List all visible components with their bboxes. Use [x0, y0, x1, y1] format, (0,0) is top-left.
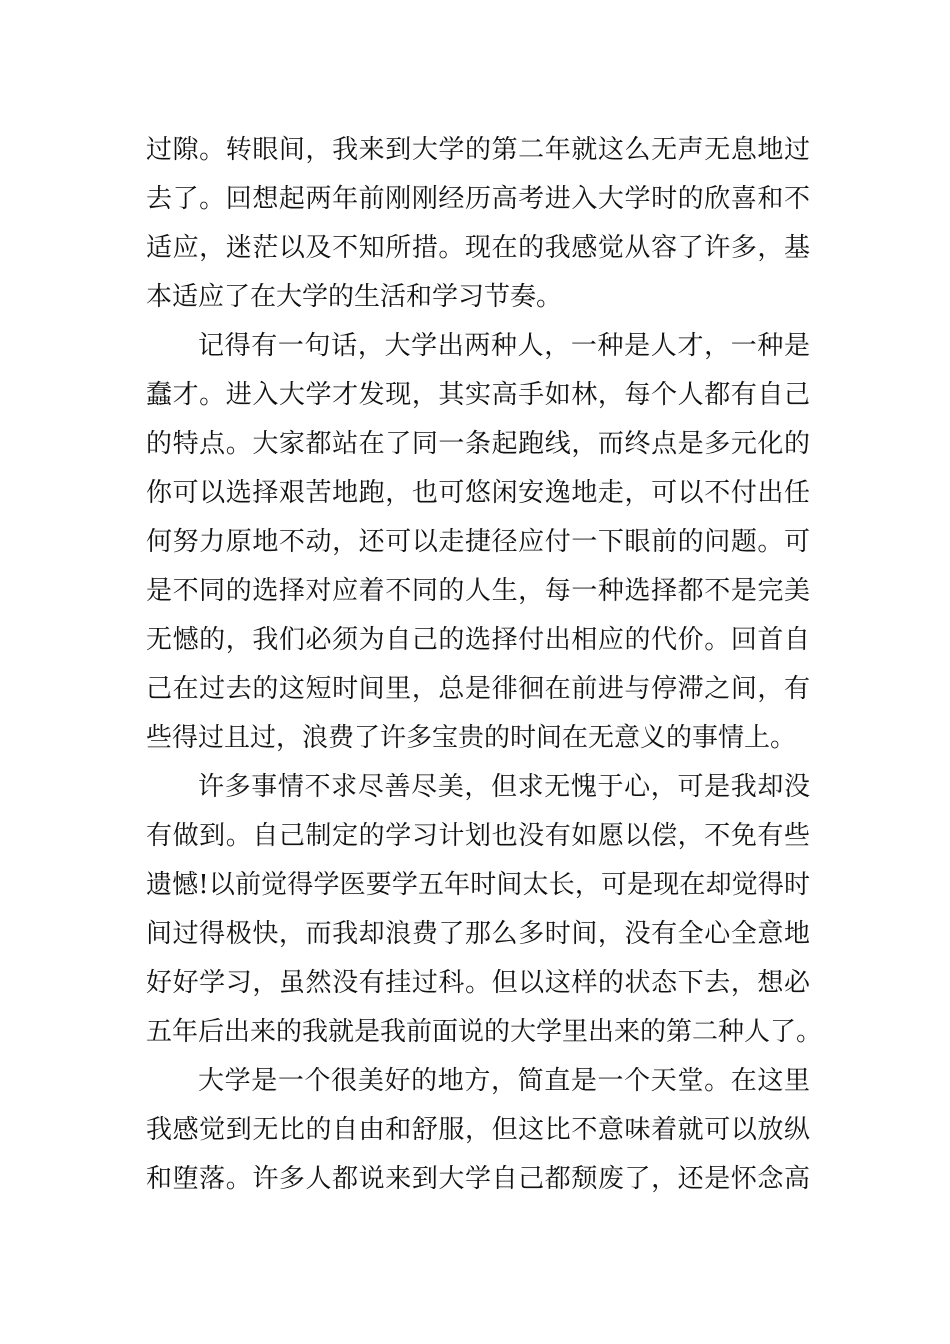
text-line: 和堕落。许多人都说来到大学自己都颓废了，还是怀念高 — [146, 1164, 810, 1194]
text-line: 过隙。转眼间，我来到大学的第二年就这么无声无息地过 — [146, 135, 810, 165]
text-line: 记得有一句话，大学出两种人，一种是人才，一种是 — [198, 331, 810, 361]
text-line: 己在过去的这短时间里，总是徘徊在前进与停滞之间，有 — [146, 674, 810, 704]
text-line: 遗憾!以前觉得学医要学五年时间太长，可是现在却觉得时 — [146, 870, 810, 900]
text-line: 我感觉到无比的自由和舒服，但这比不意味着就可以放纵 — [146, 1115, 810, 1145]
text-line: 你可以选择艰苦地跑，也可悠闲安逸地走，可以不付出任 — [146, 478, 810, 508]
text-line: 适应，迷茫以及不知所措。现在的我感觉从容了许多，基 — [146, 233, 810, 263]
text-line: 大学是一个很美好的地方，简直是一个天堂。在这里 — [198, 1066, 810, 1096]
text-line: 五年后出来的我就是我前面说的大学里出来的第二种人了。 — [146, 1017, 823, 1047]
text-line: 本适应了在大学的生活和学习节奏。 — [146, 282, 563, 312]
text-line: 是不同的选择对应着不同的人生，每一种选择都不是完美 — [146, 576, 810, 606]
text-line: 些得过且过，浪费了许多宝贵的时间在无意义的事情上。 — [146, 723, 797, 753]
text-line: 有做到。自己制定的学习计划也没有如愿以偿，不免有些 — [146, 821, 810, 851]
text-line: 间过得极快，而我却浪费了那么多时间，没有全心全意地 — [146, 919, 810, 949]
text-line: 许多事情不求尽善尽美，但求无愧于心，可是我却没 — [198, 772, 810, 802]
text-line: 好好学习，虽然没有挂过科。但以这样的状态下去，想必 — [146, 968, 810, 998]
text-line: 蠢才。进入大学才发现，其实高手如林，每个人都有自己 — [146, 380, 810, 410]
text-line: 何努力原地不动，还可以走捷径应付一下眼前的问题。可 — [146, 527, 810, 557]
text-line: 的特点。大家都站在了同一条起跑线，而终点是多元化的 — [146, 429, 810, 459]
text-line: 无憾的，我们必须为自己的选择付出相应的代价。回首自 — [146, 625, 810, 655]
body-text — [146, 126, 823, 1204]
text-line: 去了。回想起两年前刚刚经历高考进入大学时的欣喜和不 — [146, 184, 810, 214]
